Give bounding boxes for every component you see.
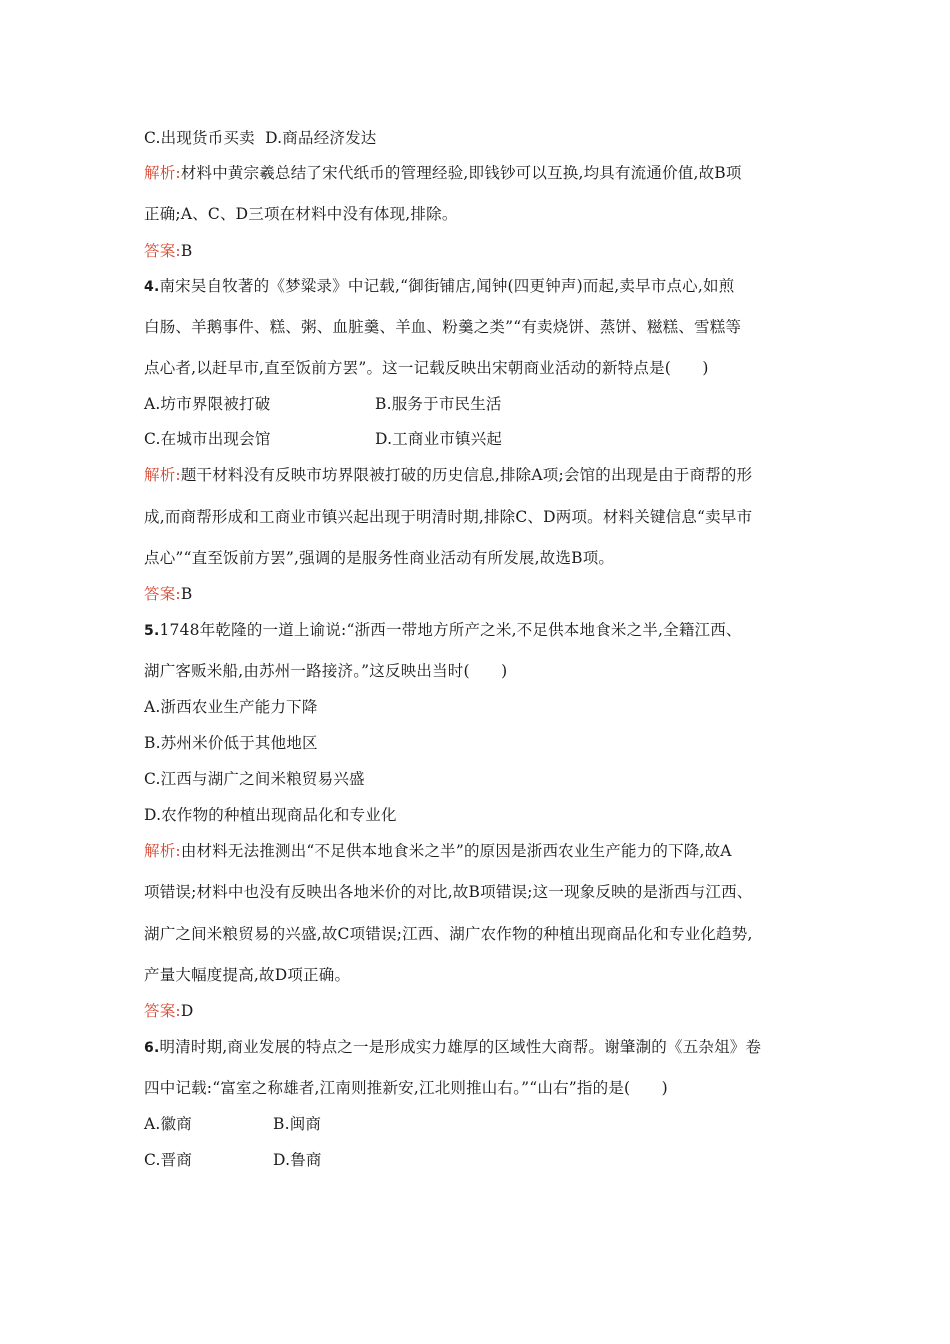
q4-stem-line-3: 点心者,以赶早市,直至饭前方罢”。这一记载反映出宋朝商业活动的新特点是( ) [144, 359, 709, 377]
q5-analysis-line-1: 解析:由材料无法推测出“不足供本地食米之半”的原因是浙西农业生产能力的下降,故A [144, 842, 732, 860]
q4-option-c: C.在城市出现会馆 [144, 430, 271, 448]
q3-analysis-line-1: 解析:材料中黄宗羲总结了宋代纸币的管理经验,即钱钞可以互换,均具有流通价值,故B项 [144, 164, 742, 182]
q4-options-cd [144, 429, 503, 449]
q5-stem-line-1: 5.1748年乾隆的一道上谕说:“浙西一带地方所产之米,不足供本地食米之半,全籍江西、 [144, 621, 742, 639]
q3-analysis-label: 解析: [144, 164, 181, 182]
q4-number: 4. [144, 279, 160, 295]
q4-stem-line-2: 白肠、羊鹅事件、糕、粥、血脏羹、羊血、粉羹之类”“有卖烧饼、蒸饼、糍糕、雪糕等 [144, 318, 742, 336]
q4-option-b: B.服务于市民生活 [375, 395, 502, 413]
q4-options-ab [144, 394, 502, 414]
q6-stem-line-1: 6.明清时期,商业发展的特点之一是形成实力雄厚的区域性大商帮。谢肇淛的《五杂俎》卷 [144, 1038, 762, 1056]
q5-stem-line-2: 湖广客贩米船,由苏州一路接济。”这反映出当时( ) [144, 662, 508, 680]
q3-option-d: D.商品经济发达 [265, 129, 377, 147]
q4-analysis-line-2: 成,而商帮形成和工商业市镇兴起出现于明清时期,排除C、D两项。材料关键信息“卖早市 [144, 508, 753, 526]
q5-analysis-label: 解析: [144, 842, 181, 860]
q6-number: 6. [144, 1040, 160, 1056]
q3-options-cd [144, 128, 377, 148]
q6-options-cd [144, 1150, 322, 1170]
q5-option-b: B.苏州米价低于其他地区 [144, 734, 318, 752]
q5-answer [144, 1001, 193, 1021]
q6-option-a: A.徽商 [144, 1115, 192, 1133]
q3-analysis-line-2: 正确;A、C、D三项在材料中没有体现,排除。 [144, 205, 458, 223]
q6-options-ab [144, 1114, 322, 1134]
q3-answer-label: 答案: [144, 242, 181, 260]
q5-number: 5. [144, 623, 160, 639]
q6-option-c: C.晋商 [144, 1151, 193, 1169]
q5-option-d: D.农作物的种植出现商品化和专业化 [144, 806, 397, 824]
q3-answer [144, 241, 192, 261]
q4-option-a: A.坊市界限被打破 [144, 395, 271, 413]
q4-analysis-label: 解析: [144, 466, 181, 484]
q4-analysis-line-1: 解析:题干材料没有反映市坊界限被打破的历史信息,排除A项;会馆的出现是由于商帮的形 [144, 466, 753, 484]
q5-analysis-line-3: 湖广之间米粮贸易的兴盛,故C项错误;江西、湖广农作物的种植出现商品化和专业化趋势, [144, 925, 753, 943]
q6-stem-line-2: 四中记载:“富室之称雄者,江南则推新安,江北则推山右。”“山右”指的是( ) [144, 1079, 668, 1097]
q3-option-c: C.出现货币买卖 [144, 129, 255, 147]
q4-analysis-line-3: 点心”“直至饭前方罢”,强调的是服务性商业活动有所发展,故选B项。 [144, 549, 615, 567]
q5-answer-value: D [180, 1002, 194, 1020]
q5-answer-label: 答案: [144, 1002, 181, 1020]
q4-answer-label: 答案: [144, 585, 181, 603]
q6-option-b: B.闽商 [273, 1115, 322, 1133]
q4-answer-value: B [180, 585, 193, 603]
q4-stem-line-1: 4.南宋吴自牧著的《梦粱录》中记载,“御街铺店,闻钟(四更钟声)而起,卖早市点心,如煎 [144, 277, 735, 295]
q5-analysis-line-4: 产量大幅度提高,故D项正确。 [144, 966, 351, 984]
q6-option-d: D.鲁商 [273, 1151, 322, 1169]
q4-answer [144, 584, 192, 604]
q5-option-c: C.江西与湖广之间米粮贸易兴盛 [144, 770, 365, 788]
q3-answer-value: B [180, 242, 193, 260]
q5-analysis-line-2: 项错误;材料中也没有反映出各地米价的对比,故B项错误;这一现象反映的是浙西与江西、 [144, 883, 753, 901]
q4-option-d: D.工商业市镇兴起 [375, 430, 503, 448]
q5-option-a: A.浙西农业生产能力下降 [144, 698, 318, 716]
